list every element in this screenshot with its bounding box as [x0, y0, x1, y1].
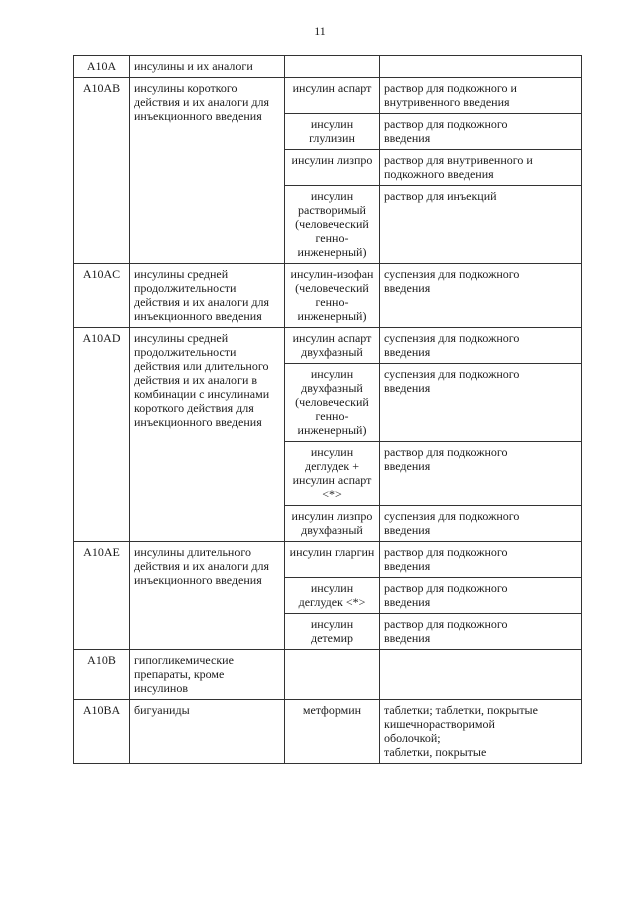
- dosage-form-cell: раствор для подкожного введения: [380, 614, 582, 650]
- dosage-form-cell: суспензия для подкожного введения: [380, 506, 582, 542]
- table-row: [74, 328, 582, 364]
- dosage-form-cell: [380, 650, 582, 700]
- group-name-cell: инсулины средней продолжительности действия или длительного действия и их аналоги в комбинации с инсулинами короткого действия для инъекционного введения: [130, 328, 285, 542]
- dosage-form-cell: раствор для внутривенного и подкожного введения: [380, 150, 582, 186]
- atc-code-cell: A10AE: [74, 542, 130, 650]
- atc-code-cell: A10AD: [74, 328, 130, 542]
- dosage-form-cell: раствор для подкожного и внутривенного введения: [380, 78, 582, 114]
- dosage-form-cell: раствор для подкожного введения: [380, 578, 582, 614]
- drug-name-cell: инсулин растворимый (человеческий генно- инженерный): [285, 186, 380, 264]
- drug-name-cell: инсулин глулизин: [285, 114, 380, 150]
- dosage-form-cell: таблетки; таблетки, покрытые кишечнорастворимой оболочкой; таблетки, покрытые: [380, 700, 582, 764]
- drug-table: [73, 55, 582, 764]
- drug-name-cell: инсулин детемир: [285, 614, 380, 650]
- drug-name-cell: метформин: [285, 700, 380, 764]
- drug-name-cell: инсулин гларгин: [285, 542, 380, 578]
- dosage-form-cell: суспензия для подкожного введения: [380, 264, 582, 328]
- drug-name-cell: инсулин-изофан (человеческий генно- инженерный): [285, 264, 380, 328]
- table-row: [74, 56, 582, 78]
- drug-name-cell: инсулин деглудек <*>: [285, 578, 380, 614]
- dosage-form-cell: суспензия для подкожного введения: [380, 364, 582, 442]
- table-row: [74, 264, 582, 328]
- dosage-form-cell: раствор для подкожного введения: [380, 442, 582, 506]
- atc-code-cell: A10BA: [74, 700, 130, 764]
- atc-code-cell: A10A: [74, 56, 130, 78]
- dosage-form-cell: суспензия для подкожного введения: [380, 328, 582, 364]
- drug-name-cell: инсулин аспарт: [285, 78, 380, 114]
- dosage-form-cell: раствор для подкожного введения: [380, 114, 582, 150]
- drug-name-cell: инсулин деглудек + инсулин аспарт <*>: [285, 442, 380, 506]
- atc-code-cell: A10AB: [74, 78, 130, 264]
- group-name-cell: инсулины средней продолжительности действия и их аналоги для инъекционного введения: [130, 264, 285, 328]
- table-row: [74, 650, 582, 700]
- dosage-form-cell: раствор для подкожного введения: [380, 542, 582, 578]
- drug-name-cell: инсулин аспарт двухфазный: [285, 328, 380, 364]
- group-name-cell: бигуаниды: [130, 700, 285, 764]
- drug-name-cell: инсулин двухфазный (человеческий генно- инженерный): [285, 364, 380, 442]
- group-name-cell: инсулины и их аналоги: [130, 56, 285, 78]
- table-row: [74, 700, 582, 764]
- atc-code-cell: A10AC: [74, 264, 130, 328]
- page-number: 11: [314, 24, 326, 38]
- group-name-cell: гипогликемические препараты, кроме инсулинов: [130, 650, 285, 700]
- drug-name-cell: [285, 650, 380, 700]
- dosage-form-cell: раствор для инъекций: [380, 186, 582, 264]
- drug-name-cell: инсулин лизпро: [285, 150, 380, 186]
- table-row: [74, 78, 582, 114]
- drug-name-cell: инсулин лизпро двухфазный: [285, 506, 380, 542]
- dosage-form-cell: [380, 56, 582, 78]
- atc-code-cell: A10B: [74, 650, 130, 700]
- drug-name-cell: [285, 56, 380, 78]
- table-row: [74, 542, 582, 578]
- group-name-cell: инсулины короткого действия и их аналоги для инъекционного введения: [130, 78, 285, 264]
- group-name-cell: инсулины длительного действия и их аналоги для инъекционного введения: [130, 542, 285, 650]
